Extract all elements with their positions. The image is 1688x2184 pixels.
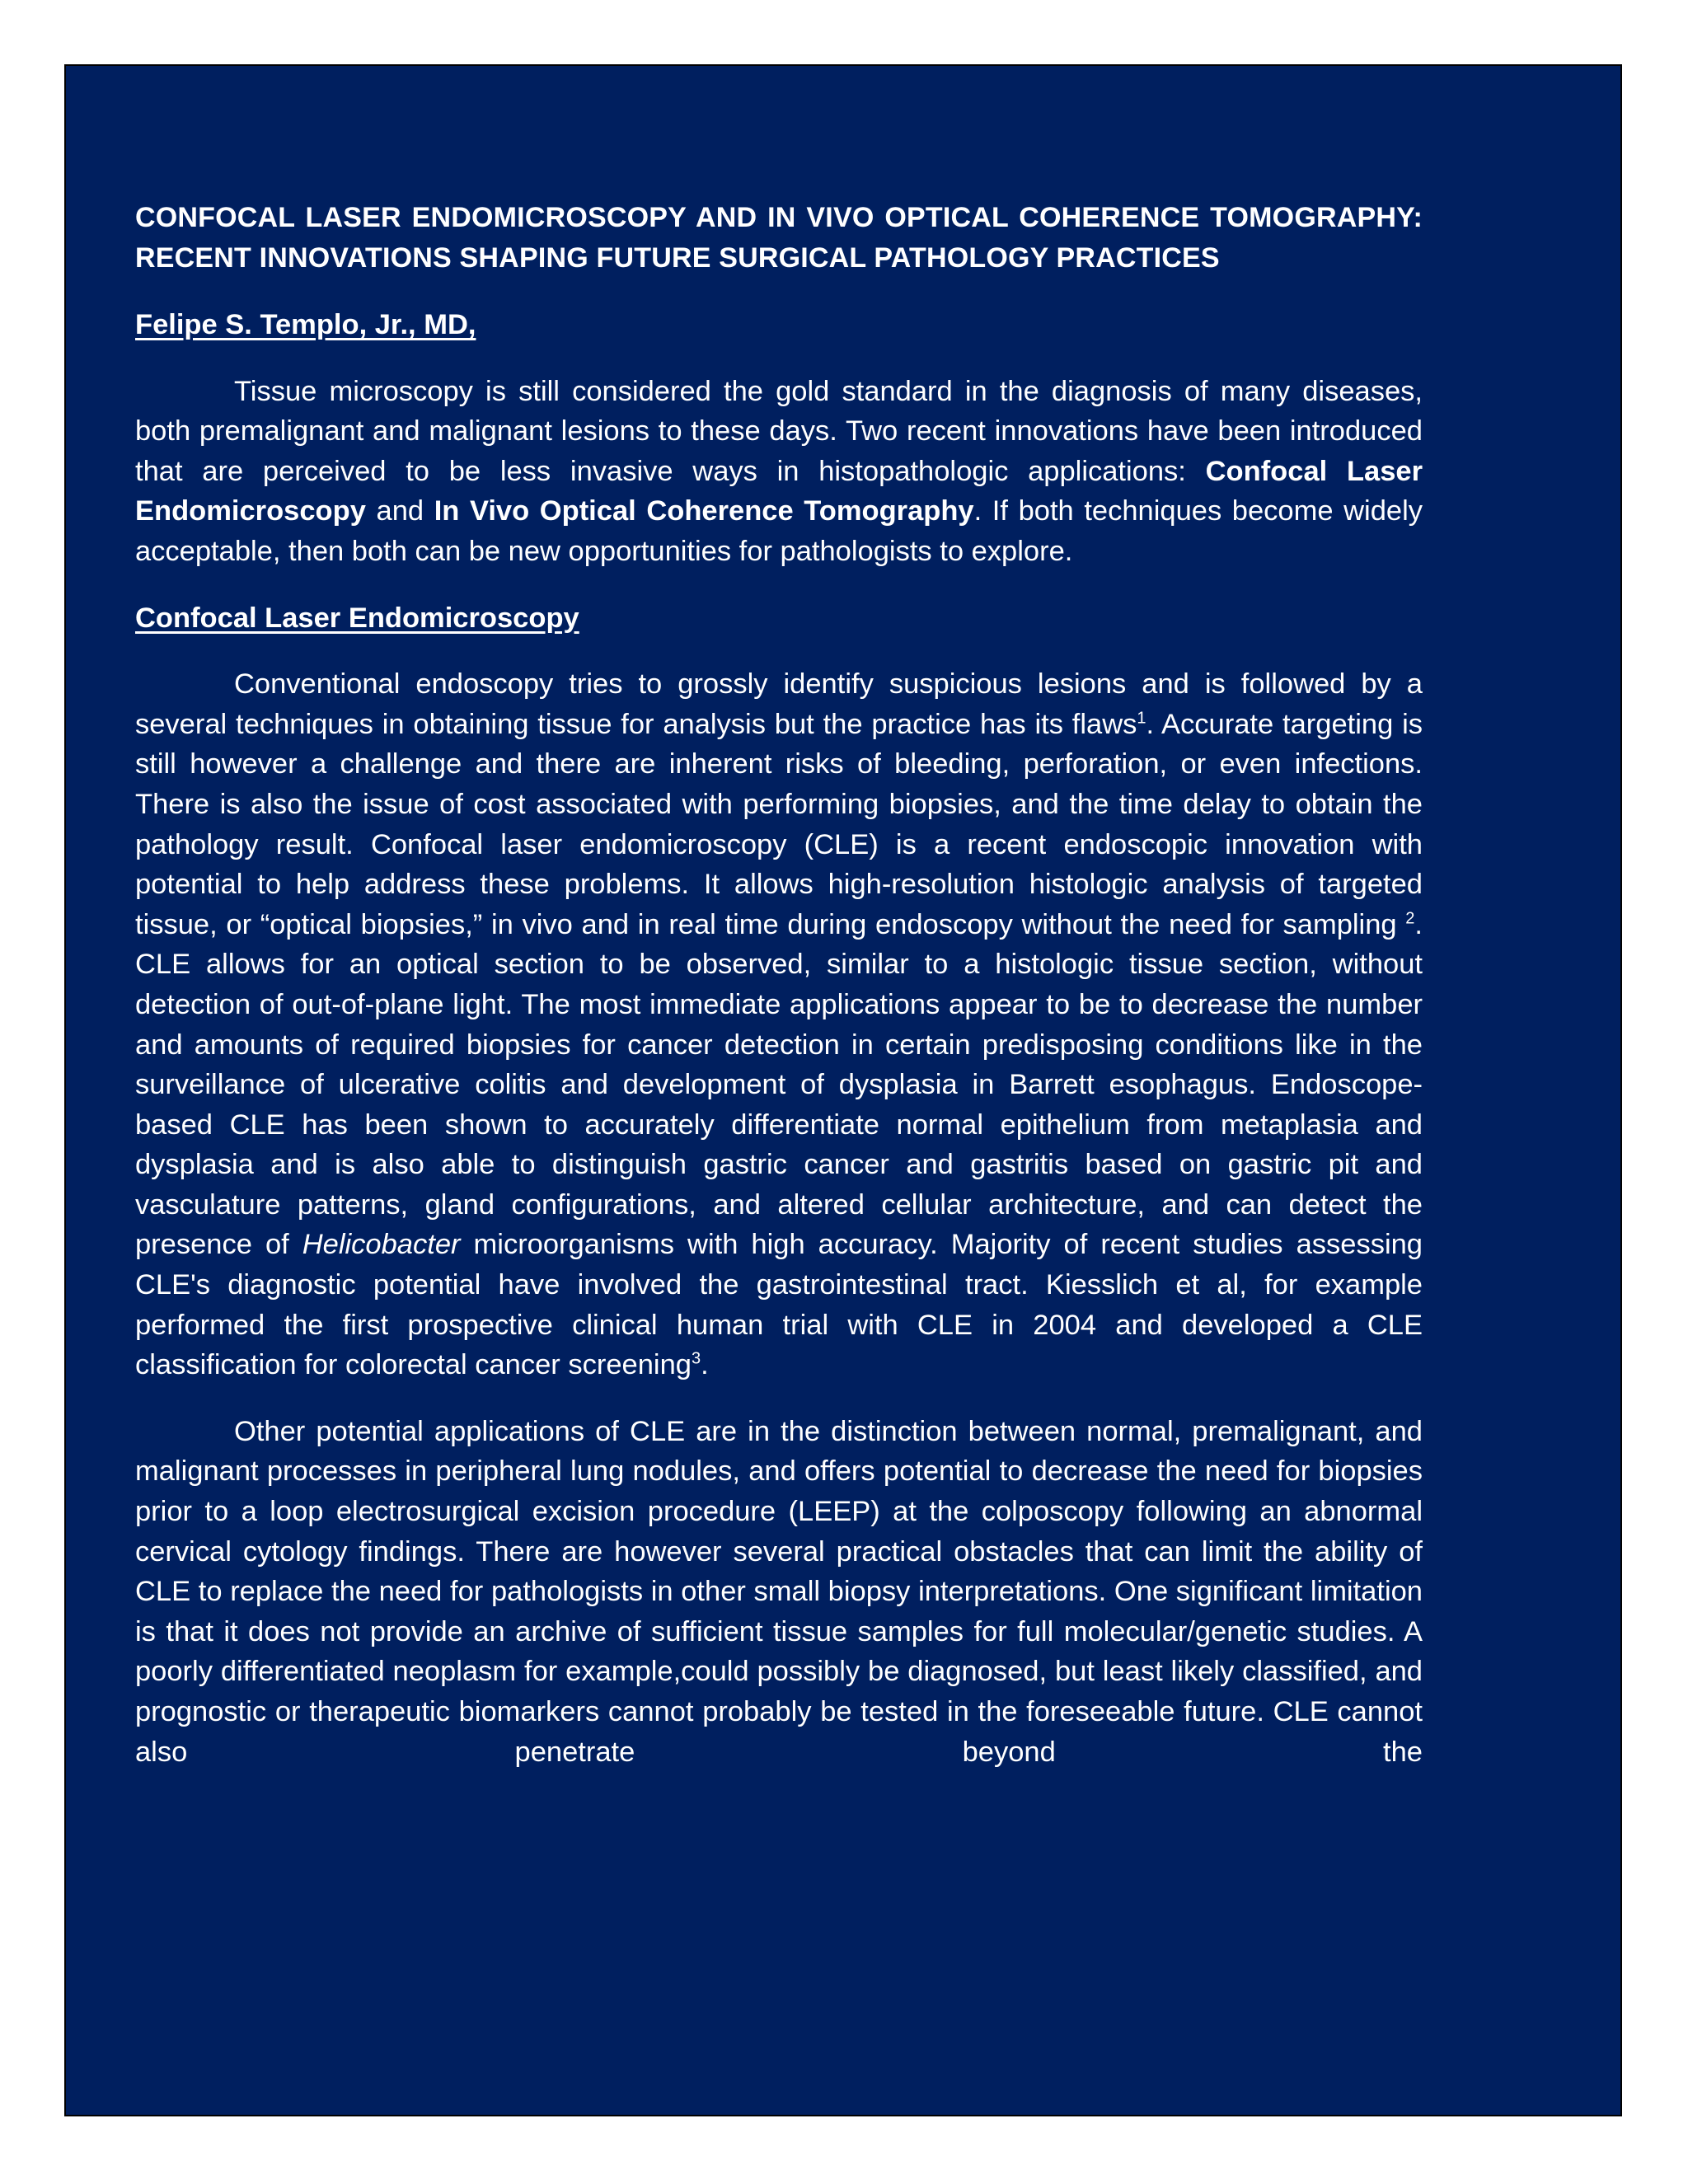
intro-bold-oct: In Vivo Optical Coherence Tomography — [434, 495, 974, 527]
cle-text-2: . Accurate targeting is still however a challenge and there are inherent risks of bleeding, perforation, or even infections. There is also the issue of cost associated with performing biopsies, and the time delay to obtain the pathology result. Confocal laser endomicroscopy (CLE) is a recent endoscopic innovation with potential to help address these problems. It allows high-resolution histologic analysis of targeted tissue, or “optical biopsies,” in vivo and in real time during endoscopy without the need for sampling — [135, 708, 1423, 940]
intro-bold-cle: Confocal Laser Endomicroscopy — [135, 455, 1423, 527]
intro-text-1: Tissue microscopy is still considered the gold standard in the diagnosis of many diseases, both premalignant and malignant lesions to these days. Two recent innovations have been introduced that are perceived to be less invasive ways in histopathologic applications: — [135, 375, 1423, 487]
document-body — [135, 198, 1423, 1798]
author-line: Felipe S. Templo, Jr., MD, — [135, 309, 476, 340]
cle-text-5: . — [701, 1349, 709, 1381]
cle-text-1: Conventional endoscopy tries to grossly identify suspicious lesions and is followed by a several techniques in obtaining tissue for analysis but the practice has its flaws — [135, 668, 1423, 740]
intro-text-3: . If both techniques become widely acceptable, then both can be new opportunities for pathologists to explore. — [135, 495, 1423, 567]
footnote-ref-1: 1 — [1137, 709, 1146, 728]
cle-paragraph — [135, 664, 1423, 1385]
cle-text-3: . CLE allows for an optical section to be observed, similar to a histologic tissue section, without detection of out-of-plane light. The most immediate applications appear to be to decrease the number and amounts of required biopsies for cancer detection in certain predisposing conditions like in the surveillance of ulcerative colitis and development of dysplasia in Barrett esophagus. Endoscope-based CLE has been shown to accurately differentiate normal epithelium from metaplasia and dysplasia and is also able to distinguish gastric cancer and gastritis based on gastric pit and vasculature patterns, gland configurations, and altered cellular architecture, and can detect the presence of — [135, 908, 1423, 1261]
cle-text-4: microorganisms with high accuracy. Majority of recent studies assessing CLE's diagnostic potential have involved the gastrointestinal tract. Kiesslich et al, for example performed the first prospective clinical human trial with CLE in 2004 and developed a CLE classification for colorectal cancer screening — [135, 1229, 1423, 1381]
intro-text-2: and — [365, 495, 434, 527]
document-title: CONFOCAL LASER ENDOMICROSCOPY AND IN VIVO OPTICAL COHERENCE TOMOGRAPHY: RECENT INNOVATIONS SHAPING FUTURE SURGICAL PATHOLOGY PRACTICES — [135, 202, 1423, 274]
cle-italic-helicobacter: Helicobacter — [302, 1229, 461, 1261]
applications-text: Other potential applications of CLE are in the distinction between normal, premalignant, and malignant processes in peripheral lung nodules, and offers potential to decrease the need for biopsies prior to a loop electrosurgical excision procedure (LEEP) at the colposcopy following an abnormal cervical cytology findings. There are however several practical obstacles that can limit the ability of CLE to replace the need for pathologists in other small biopsy interpretations. One significant limitation is that it does not provide an archive of sufficient tissue samples for full molecular/genetic studies. A poorly differentiated neoplasm for example,could possibly be diagnosed, but least likely classified, and prognostic or therapeutic biomarkers cannot probably be tested in the foreseeable future. CLE cannot also penetrate beyond the — [135, 1415, 1423, 1768]
section-heading: Confocal Laser Endomicroscopy — [135, 602, 579, 634]
applications-paragraph — [135, 1412, 1423, 1772]
intro-paragraph — [135, 372, 1423, 572]
footnote-ref-2: 2 — [1405, 909, 1415, 928]
footnote-ref-3: 3 — [691, 1349, 701, 1368]
